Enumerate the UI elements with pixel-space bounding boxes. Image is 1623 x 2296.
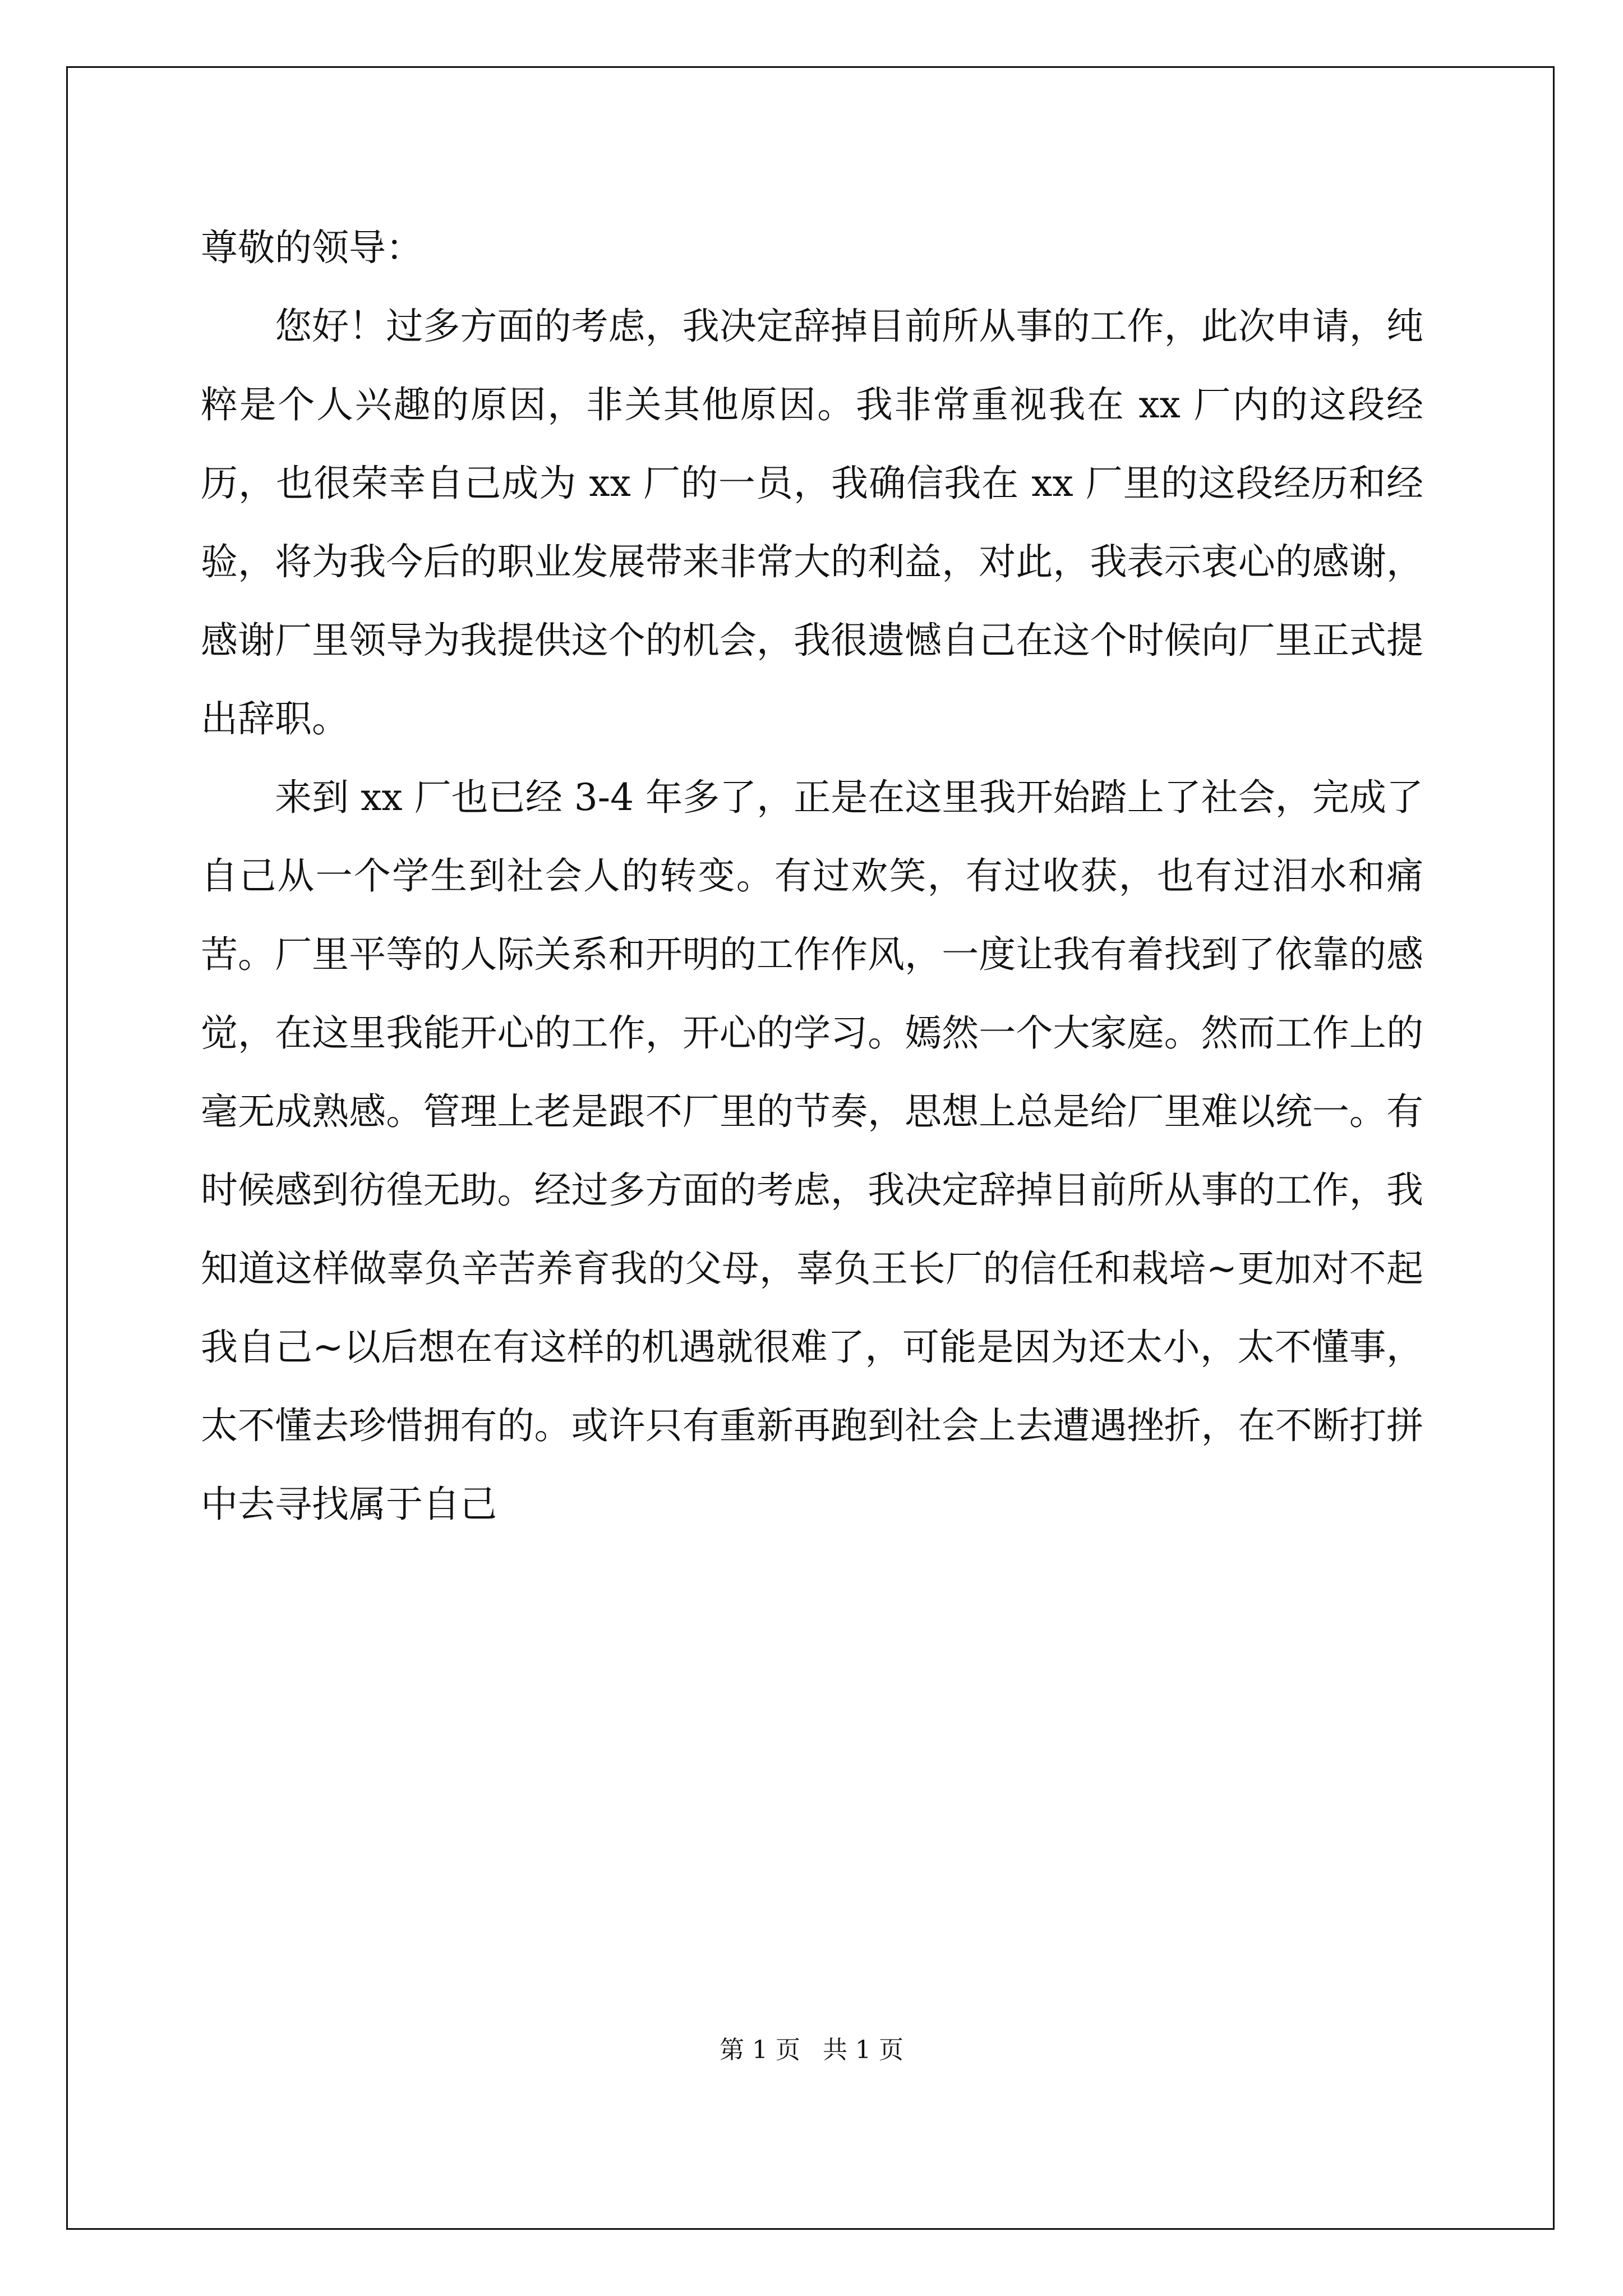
document-body: [201, 209, 1423, 1544]
page-number-current: 第 1 页: [720, 2036, 800, 2064]
page-footer: [0, 2030, 1623, 2065]
paragraph-2: 来到 xx 厂也已经 3-4 年多了，正是在这里我开始踏上了社会，完成了自己从一个学生到社会人的转变。有过欢笑，有过收获，也有过泪水和痛苦。厂里平等的人际关系和开明的工作作风，一度让我有着找到了依靠的感觉，在这里我能开心的工作，开心的学习。嫣然一个大家庭。然而工作上的毫无成熟感。管理上老是跟不厂里的节奏，思想上总是给厂里难以统一。有时候感到彷徨无助。经过多方面的考虑，我决定辞掉目前所从事的工作，我知道这样做辜负辛苦养育我的父母，辜负王长厂的信任和栽培~更加对不起我自己~以后想在有这样的机遇就很难了，可能是因为还太小，太不懂事，太不懂去珍惜拥有的。或许只有重新再跑到社会上去遭遇挫折，在不断打拼中去寻找属于自己: [201, 776, 1423, 1526]
salutation: 尊敬的领导：: [201, 226, 423, 269]
page-number-total: 共 1 页: [823, 2036, 903, 2064]
paragraph-1: 您好！过多方面的考虑，我决定辞掉目前所从事的工作，此次申请，纯粹是个人兴趣的原因，非关其他原因。我非常重视我在 xx 厂内的这段经历，也很荣幸自己成为 xx 厂的一员，我确信我在 xx 厂里的这段经历和经验，将为我今后的职业发展带来非常大的利益，对此，我表示衷心的感谢，感谢厂里领导为我提供这个的机会，我很遗憾自己在这个时候向厂里正式提出辞职。: [201, 305, 1423, 740]
